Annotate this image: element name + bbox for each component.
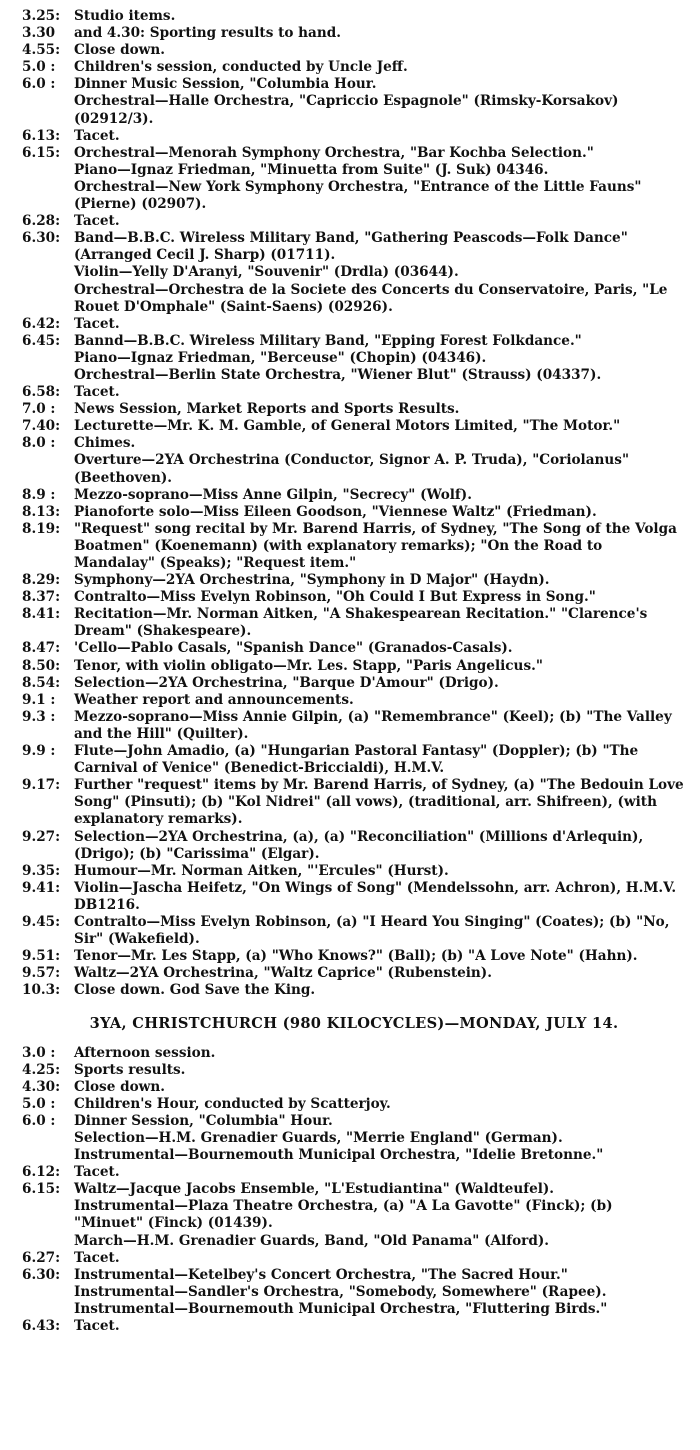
entry-time: 9.41: xyxy=(22,879,61,896)
entry-time: 10.3: xyxy=(22,982,61,999)
entry-line: Overture—2YA Orchestrina (Conductor, Signor A. P. Truda), "Coriolanus" (Beethoven). xyxy=(74,452,630,486)
programme-entry xyxy=(22,8,686,25)
programme-entry xyxy=(22,25,686,42)
entry-body xyxy=(74,384,686,401)
entry-time: 6.45: xyxy=(22,332,61,349)
programme-entry xyxy=(22,675,686,692)
entry-line: Waltz—Jacque Jacobs Ensemble, "L'Estudiantina" (Waldteufel). xyxy=(74,1181,555,1198)
entry-line: Orchestral—Orchestra de la Societe des Concerts du Conservatoire, Paris, "Le Rouet D'Omphale" (Saint-Saens) (02926). xyxy=(74,281,668,315)
entry-time: 6.15: xyxy=(22,144,61,161)
entry-line: Mezzo-soprano—Miss Anne Gilpin, "Secrecy" (Wolf). xyxy=(74,486,472,503)
entry-body xyxy=(74,675,686,692)
entry-body xyxy=(74,25,686,42)
programme-entry xyxy=(22,863,686,880)
entry-time: 9.3 : xyxy=(22,708,56,725)
programme-entry xyxy=(22,42,686,59)
programme-entry xyxy=(22,1267,686,1318)
entry-line: Selection—H.M. Grenadier Guards, "Merrie England" (German). xyxy=(74,1130,563,1146)
entry-line: Lecturette—Mr. K. M. Gamble, of General Motors Limited, "The Motor." xyxy=(74,418,621,435)
programme-entry xyxy=(22,692,686,709)
entry-time: 8.19: xyxy=(22,520,61,537)
entry-body xyxy=(74,333,686,384)
entry-time: 4.25: xyxy=(22,1061,61,1078)
entry-body xyxy=(74,1318,686,1335)
programme-entry xyxy=(22,1079,686,1096)
entry-time: 8.50: xyxy=(22,657,61,674)
entry-time: 9.45: xyxy=(22,913,61,930)
section-title-3ya: 3YA, CHRISTCHURCH (980 KILOCYCLES)—MONDAY, JULY 14. xyxy=(89,1015,619,1033)
entry-line: Close down. xyxy=(74,1078,165,1095)
entry-line: Tacet. xyxy=(74,1164,120,1181)
entry-line: Selection—2YA Orchestrina, "Barque D'Amour" (Drigo). xyxy=(74,674,499,691)
entry-line: Instrumental—Bournemouth Municipal Orchestra, "Fluttering Birds." xyxy=(74,1300,608,1317)
entry-body xyxy=(74,76,686,127)
entry-time: 6.30: xyxy=(22,230,61,247)
programme-entry xyxy=(22,521,686,572)
entry-line: Tenor, with violin obligato—Mr. Les. Stapp, "Paris Angelicus." xyxy=(74,657,543,674)
entry-time: 7.40: xyxy=(22,418,61,435)
entry-body xyxy=(74,1113,686,1164)
programme-entry xyxy=(22,230,686,315)
entry-line: 'Cello—Pablo Casals, "Spanish Dance" (Granados-Casals). xyxy=(74,640,513,657)
entry-time: 8.41: xyxy=(22,606,61,623)
entry-line: Instrumental—Bournemouth Municipal Orchestra, "Idelie Bretonne." xyxy=(74,1147,604,1164)
entry-body xyxy=(74,1267,686,1318)
programme-entry xyxy=(22,1096,686,1113)
entry-line: Orchestral—New York Symphony Orchestra, "Entrance of the Little Fauns" (Pierne) (02907). xyxy=(74,178,642,213)
entry-line: Children's Hour, conducted by Scatterjoy. xyxy=(74,1095,391,1112)
entry-time: 6.27: xyxy=(22,1249,61,1266)
entry-line: Tacet. xyxy=(74,127,120,144)
entry-line: Pianoforte solo—Miss Eileen Goodson, "Viennese Waltz" (Friedman). xyxy=(74,503,597,520)
entry-time: 6.0 : xyxy=(22,76,56,93)
entry-time: 6.43: xyxy=(22,1318,61,1335)
entry-time: 8.54: xyxy=(22,674,61,691)
entry-time: 9.1 : xyxy=(22,691,56,708)
entry-body xyxy=(74,521,686,572)
entry-time: 5.0 : xyxy=(22,59,56,76)
entry-line: Children's session, conducted by Uncle Jeff. xyxy=(74,59,408,76)
entry-line: Contralto—Miss Evelyn Robinson, "Oh Could I But Express in Song." xyxy=(74,589,596,606)
entry-body xyxy=(74,1164,686,1181)
programme-entry xyxy=(22,504,686,521)
entry-time: 9.57: xyxy=(22,965,61,982)
programme-entry xyxy=(22,1164,686,1181)
entry-body xyxy=(74,640,686,657)
entry-time: 8.13: xyxy=(22,503,61,520)
programme-entry xyxy=(22,59,686,76)
entry-body xyxy=(74,128,686,145)
programme-entry xyxy=(22,1062,686,1079)
programme-entry xyxy=(22,589,686,606)
entry-time: 4.55: xyxy=(22,42,61,59)
entry-line: Mezzo-soprano—Miss Annie Gilpin, (a) "Remembrance" (Keel); (b) "The Valley and the Hill" (Quilter). xyxy=(74,708,672,742)
entry-line: Instrumental—Plaza Theatre Orchestra, (a) "A La Gavotte" (Finck); (b) "Minuet" (Finck) (01439). xyxy=(74,1198,613,1232)
entry-line: Orchestral—Halle Orchestra, "Capriccio Espagnole" (Rimsky-Korsakov) (02912/3). xyxy=(74,93,619,127)
entry-time: 6.12: xyxy=(22,1164,61,1181)
entry-line: Tacet. xyxy=(74,213,120,230)
programme-entry xyxy=(22,1113,686,1164)
section-3ya-programme xyxy=(22,1045,686,1336)
entry-line: Orchestral—Menorah Symphony Orchestra, "Bar Kochba Selection." xyxy=(74,144,594,161)
entry-line: Tacet. xyxy=(74,384,120,401)
entry-body xyxy=(74,658,686,675)
entry-time: 8.0 : xyxy=(22,435,56,452)
section-2ya-programme xyxy=(22,8,686,999)
entry-time: 6.15: xyxy=(22,1181,61,1198)
entry-body xyxy=(74,692,686,709)
programme-entry xyxy=(22,640,686,657)
entry-time: 3.30 xyxy=(22,25,56,42)
entry-time: 6.0 : xyxy=(22,1112,56,1129)
programme-entry xyxy=(22,316,686,333)
entry-line: Chimes. xyxy=(74,435,136,452)
entry-body xyxy=(74,777,686,828)
entry-body xyxy=(74,1096,686,1113)
entry-body xyxy=(74,880,686,914)
programme-entry xyxy=(22,880,686,914)
programme-entry xyxy=(22,418,686,435)
entry-line: Dinner Music Session, "Columbia Hour. xyxy=(74,76,377,93)
programme-entry xyxy=(22,1181,686,1249)
entry-time: 8.9 : xyxy=(22,486,56,503)
entry-body xyxy=(74,863,686,880)
entry-body xyxy=(74,982,686,999)
programme-entry xyxy=(22,965,686,982)
entry-time: 5.0 : xyxy=(22,1095,56,1112)
programme-entry xyxy=(22,709,686,743)
entry-body xyxy=(74,1250,686,1267)
entry-line: Selection—2YA Orchestrina, (a), (a) "Reconciliation" (Millions d'Arlequin), (Drigo); (b) "Carissima" (Elgar). xyxy=(74,828,644,862)
entry-line: and 4.30: Sporting results to hand. xyxy=(74,25,341,42)
programme-entry xyxy=(22,384,686,401)
programme-entry xyxy=(22,777,686,828)
programme-entry xyxy=(22,743,686,777)
programme-entry xyxy=(22,76,686,127)
entry-body xyxy=(74,504,686,521)
entry-line: Tacet. xyxy=(74,315,120,332)
entry-line: Instrumental—Ketelbey's Concert Orchestra, "The Sacred Hour." xyxy=(74,1266,568,1283)
programme-entry xyxy=(22,1045,686,1062)
entry-line: Violin—Jascha Heifetz, "On Wings of Song" (Mendelssohn, arr. Achron), H.M.V. DB1216. xyxy=(74,879,677,913)
entry-line: Piano—Ignaz Friedman, "Minuetta from Suite" (J. Suk) 04346. xyxy=(74,161,549,178)
entry-line: Sports results. xyxy=(74,1061,186,1078)
entry-line: Recitation—Mr. Norman Aitken, "A Shakespearean Recitation." "Clarence's Dream" (Shakespeare). xyxy=(74,606,648,640)
programme-entry xyxy=(22,401,686,418)
entry-time: 9.9 : xyxy=(22,743,56,760)
entry-line: Humour—Mr. Norman Aitken, "'Ercules" (Hurst). xyxy=(74,862,449,879)
entry-time: 6.28: xyxy=(22,213,61,230)
entry-body xyxy=(74,965,686,982)
entry-line: Violin—Yelly D'Aranyi, "Souvenir" (Drdla) (03644). xyxy=(74,264,459,281)
programme-entry xyxy=(22,1250,686,1267)
entry-line: Further "request" items by Mr. Barend Harris, of Sydney, (a) "The Bedouin Love Song" (Pinsuti); (b) "Kol Nidrei" (all vows), (traditional, arr. Shifreen), (with explanatory remarks). xyxy=(74,777,684,828)
entry-time: 9.35: xyxy=(22,862,61,879)
entry-body xyxy=(74,914,686,948)
entry-line: Tacet. xyxy=(74,1249,120,1266)
programme-entry xyxy=(22,572,686,589)
programme-entry xyxy=(22,982,686,999)
entry-line: Flute—John Amadio, (a) "Hungarian Pastoral Fantasy" (Doppler); (b) "The Carnival of Venice" (Benedict-Briccialdi), H.M.V. xyxy=(74,743,639,777)
entry-body xyxy=(74,743,686,777)
entry-body xyxy=(74,1062,686,1079)
entry-line: Band—B.B.C. Wireless Military Band, "Gathering Peascods—Folk Dance" (Arranged Cecil J. Sharp) (01711). xyxy=(74,230,628,264)
entry-line: Afternoon session. xyxy=(74,1044,216,1061)
entry-body xyxy=(74,589,686,606)
programme-entry xyxy=(22,145,686,213)
entry-body xyxy=(74,829,686,863)
programme-entry xyxy=(22,435,686,486)
entry-line: Symphony—2YA Orchestrina, "Symphony in D Major" (Haydn). xyxy=(74,572,550,589)
entry-body xyxy=(74,418,686,435)
entry-body xyxy=(74,948,686,965)
entry-line: Bannd—B.B.C. Wireless Military Band, "Epping Forest Folkdance." xyxy=(74,332,582,349)
programme-entry xyxy=(22,914,686,948)
entry-line: Piano—Ignaz Friedman, "Berceuse" (Chopin) (04346). xyxy=(74,349,487,366)
entry-body xyxy=(74,316,686,333)
entry-body xyxy=(74,487,686,504)
entry-time: 9.27: xyxy=(22,828,61,845)
entry-time: 4.30: xyxy=(22,1078,61,1095)
entry-line: Tenor—Mr. Les Stapp, (a) "Who Knows?" (Ball); (b) "A Love Note" (Hahn). xyxy=(74,948,638,965)
entry-line: Weather report and announcements. xyxy=(74,691,354,708)
entry-line: March—H.M. Grenadier Guards, Band, "Old Panama" (Alford). xyxy=(74,1232,549,1249)
entry-body xyxy=(74,1079,686,1096)
programme-entry xyxy=(22,829,686,863)
entry-line: Instrumental—Sandler's Orchestra, "Somebody, Somewhere" (Rapee). xyxy=(74,1283,607,1300)
entry-body xyxy=(74,42,686,59)
entry-time: 7.0 : xyxy=(22,401,56,418)
programme-entry xyxy=(22,128,686,145)
entry-line: Close down. God Save the King. xyxy=(74,982,316,999)
programme-entry xyxy=(22,487,686,504)
entry-time: 8.29: xyxy=(22,572,61,589)
entry-line: Studio items. xyxy=(74,8,176,24)
programme-entry xyxy=(22,606,686,640)
entry-line: Tacet. xyxy=(74,1318,120,1335)
entry-body xyxy=(74,435,686,486)
entry-body xyxy=(74,145,686,213)
entry-body xyxy=(74,709,686,743)
entry-line: Close down. xyxy=(74,42,165,59)
entry-line: Dinner Session, "Columbia" Hour. xyxy=(74,1112,333,1129)
entry-line: News Session, Market Reports and Sports Results. xyxy=(74,401,460,418)
entry-body xyxy=(74,1181,686,1249)
entry-body xyxy=(74,8,686,25)
programme-entry xyxy=(22,948,686,965)
programme-entry xyxy=(22,1318,686,1335)
entry-time: 8.37: xyxy=(22,589,61,606)
entry-time: 9.51: xyxy=(22,948,61,965)
entry-time: 8.47: xyxy=(22,640,61,657)
entry-line: Orchestral—Berlin State Orchestra, "Wiener Blut" (Strauss) (04337). xyxy=(74,366,602,383)
entry-line: Waltz—2YA Orchestrina, "Waltz Caprice" (Rubenstein). xyxy=(74,965,492,982)
programme-entry xyxy=(22,658,686,675)
entry-body xyxy=(74,401,686,418)
entry-time: 6.13: xyxy=(22,127,61,144)
entry-time: 6.42: xyxy=(22,315,61,332)
programme-entry xyxy=(22,333,686,384)
entry-body xyxy=(74,213,686,230)
entry-line: Contralto—Miss Evelyn Robinson, (a) "I Heard You Singing" (Coates); (b) "No, Sir" (Wakefield). xyxy=(74,913,670,948)
entry-time: 6.58: xyxy=(22,384,61,401)
entry-body xyxy=(74,59,686,76)
entry-body xyxy=(74,230,686,315)
entry-time: 3.25: xyxy=(22,8,61,24)
entry-body xyxy=(74,1045,686,1062)
entry-time: 9.17: xyxy=(22,777,61,794)
entry-body xyxy=(74,572,686,589)
entry-time: 6.30: xyxy=(22,1266,61,1283)
entry-time: 3.0 : xyxy=(22,1044,56,1061)
entry-body xyxy=(74,606,686,640)
entry-line: "Request" song recital by Mr. Barend Harris, of Sydney, "The Song of the Volga Boatmen" (Koenemann) (with explanatory remarks); "On the Road to Mandalay" (Speaks); "Request item." xyxy=(74,520,677,571)
programme-entry xyxy=(22,213,686,230)
